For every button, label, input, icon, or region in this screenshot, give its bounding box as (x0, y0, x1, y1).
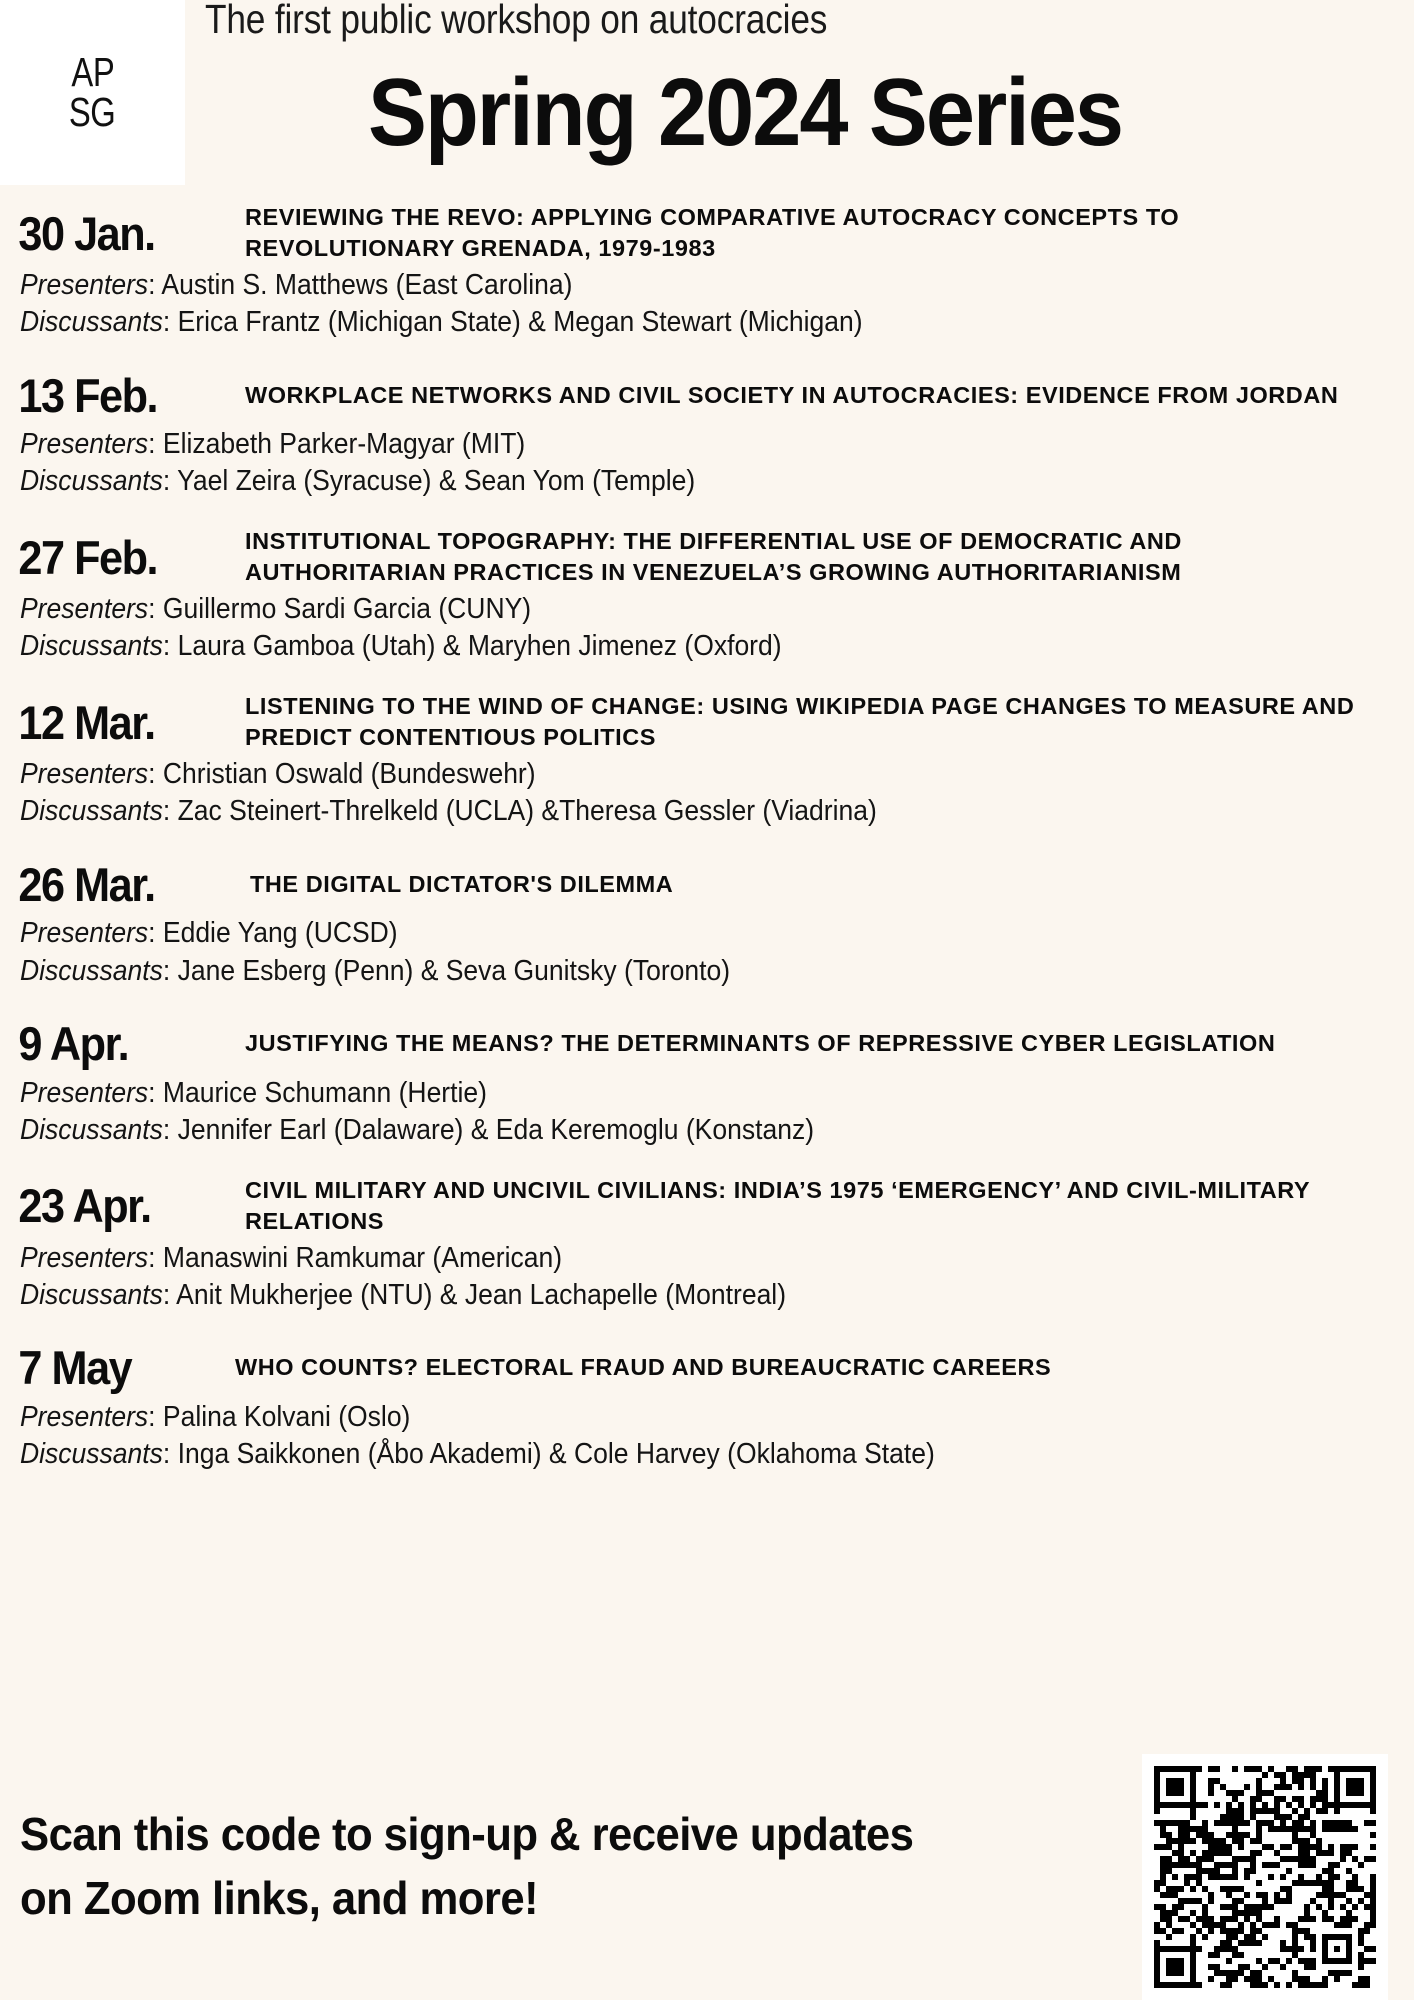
session-people (0, 591, 1414, 665)
discussants-label: Discussants (20, 465, 163, 498)
session-title: WORKPLACE NETWORKS AND CIVIL SOCIETY IN AUTOCRACIES: EVIDENCE FROM JORDAN (245, 381, 1339, 408)
discussants-line (20, 304, 1316, 341)
session-date-slot (0, 1178, 245, 1233)
session-date-slot (0, 1016, 245, 1071)
session-title: WHO COUNTS? ELECTORAL FRAUD AND BUREAUCRATIC CAREERS (235, 1354, 1052, 1381)
session-list (0, 202, 1414, 1473)
discussants-line (20, 1277, 1316, 1314)
session-item (0, 691, 1414, 830)
session-title: CIVIL MILITARY AND UNCIVIL CIVILIANS: INDIA’S 1975 ‘EMERGENCY’ AND CIVIL-MILITARY RELATIONS (245, 1176, 1310, 1234)
session-date-slot (0, 206, 245, 261)
session-item (0, 202, 1414, 341)
presenters-label: Presenters (20, 1241, 149, 1274)
presenters-value: : Eddie Yang (UCSD) (148, 917, 398, 950)
scan-line-1: Scan this code to sign-up & receive updates (20, 1808, 914, 1861)
presenters-line (20, 1075, 1316, 1112)
session-title: THE DIGITAL DICTATOR'S DILEMMA (250, 870, 674, 897)
session-date: 13 Feb. (18, 368, 158, 422)
discussants-line (20, 463, 1316, 500)
session-people (0, 915, 1414, 989)
discussants-value: : Anit Mukherjee (NTU) & Jean Lachapelle (Montreal) (162, 1278, 787, 1311)
session-people (0, 1240, 1414, 1314)
session-header (0, 1340, 1414, 1396)
session-header (0, 1016, 1414, 1072)
presenters-line (20, 267, 1316, 304)
session-date: 26 Mar. (18, 857, 155, 911)
discussants-label: Discussants (20, 306, 163, 339)
discussants-line (20, 1112, 1316, 1149)
session-date: 30 Jan. (18, 206, 155, 260)
discussants-line (20, 793, 1316, 830)
presenters-value: : Austin S. Matthews (East Carolina) (148, 269, 573, 302)
presenters-label: Presenters (20, 1400, 149, 1433)
discussants-label: Discussants (20, 1278, 163, 1311)
scan-instructions (20, 1803, 913, 1930)
session-header (0, 526, 1414, 588)
session-people (0, 1075, 1414, 1149)
session-date-slot (0, 368, 245, 423)
discussants-value: : Jennifer Earl (Dalaware) & Eda Keremoglu (Konstanz) (162, 1113, 815, 1146)
presenters-label: Presenters (20, 428, 149, 461)
discussants-value: : Erica Frantz (Michigan State) & Megan Stewart (Michigan) (162, 306, 863, 339)
presenters-label: Presenters (20, 593, 149, 626)
session-date-slot (0, 530, 245, 585)
presenters-value: : Manaswini Ramkumar (American) (148, 1241, 563, 1274)
presenters-line (20, 591, 1316, 628)
apsg-logo (0, 0, 185, 185)
presenters-label: Presenters (20, 1076, 149, 1109)
presenters-line (20, 1399, 1316, 1436)
poster-footer (0, 1700, 1414, 2000)
discussants-label: Discussants (20, 954, 163, 987)
session-header (0, 367, 1414, 423)
presenters-value: : Maurice Schumann (Hertie) (148, 1076, 487, 1109)
presenters-label: Presenters (20, 917, 149, 950)
logo-line-1: AP (71, 49, 114, 96)
session-title: LISTENING TO THE WIND OF CHANGE: USING WIKIPEDIA PAGE CHANGES TO MEASURE AND PREDICT CONTENTIOUS POLITICS (245, 693, 1355, 751)
session-title: JUSTIFYING THE MEANS? THE DETERMINANTS OF REPRESSIVE CYBER LEGISLATION (245, 1030, 1276, 1057)
session-header (0, 202, 1414, 264)
session-item (0, 1175, 1414, 1314)
discussants-value: : Zac Steinert-Threlkeld (UCLA) &Theresa Gessler (Viadrina) (162, 795, 877, 828)
presenters-value: : Palina Kolvani (Oslo) (148, 1400, 411, 1433)
session-header (0, 1175, 1414, 1237)
discussants-label: Discussants (20, 795, 163, 828)
session-header (0, 856, 1414, 912)
presenters-value: : Elizabeth Parker-Magyar (MIT) (148, 428, 526, 461)
session-people (0, 267, 1414, 341)
discussants-line (20, 1436, 1316, 1473)
discussants-label: Discussants (20, 1437, 163, 1470)
discussants-value: : Jane Esberg (Penn) & Seva Gunitsky (Toronto) (162, 954, 731, 987)
session-date: 27 Feb. (18, 530, 158, 584)
discussants-value: : Yael Zeira (Syracuse) & Sean Yom (Temple) (162, 465, 696, 498)
discussants-label: Discussants (20, 630, 163, 663)
presenters-line (20, 756, 1316, 793)
session-people (0, 756, 1414, 830)
poster-header (0, 0, 1414, 196)
page-title: Spring 2024 Series (368, 59, 1122, 166)
discussants-label: Discussants (20, 1113, 163, 1146)
presenters-label: Presenters (20, 758, 149, 791)
discussants-value: : Laura Gamboa (Utah) & Maryhen Jimenez (Oxford) (162, 630, 782, 663)
scan-line-2: on Zoom links, and more! (20, 1871, 539, 1924)
qr-code-container (1142, 1754, 1388, 2000)
presenters-label: Presenters (20, 269, 149, 302)
logo-line-2: SG (69, 88, 116, 135)
presenters-line (20, 1240, 1316, 1277)
poster-kicker: The first public workshop on autocracies (205, 0, 828, 42)
session-date-slot (0, 857, 250, 912)
session-item (0, 526, 1414, 665)
session-date: 23 Apr. (18, 1179, 151, 1233)
presenters-value: : Christian Oswald (Bundeswehr) (148, 758, 536, 791)
session-header (0, 691, 1414, 753)
session-item (0, 367, 1414, 500)
session-date: 12 Mar. (18, 695, 155, 749)
discussants-line (20, 953, 1316, 990)
session-title: INSTITUTIONAL TOPOGRAPHY: THE DIFFERENTIAL USE OF DEMOCRATIC AND AUTHORITARIAN PRACTICES IN VENEZUELA’S GROWING AUTHORITARIANISM (245, 528, 1182, 586)
presenters-line (20, 915, 1316, 952)
session-item (0, 1016, 1414, 1149)
session-title: REVIEWING THE REVO: APPLYING COMPARATIVE AUTOCRACY CONCEPTS TO REVOLUTIONARY GRENADA, 1979-1983 (245, 204, 1180, 262)
session-people (0, 426, 1414, 500)
discussants-value: : Inga Saikkonen (Åbo Akademi) & Cole Harvey (Oklahoma State) (162, 1437, 935, 1470)
session-item (0, 856, 1414, 989)
qr-code-icon[interactable] (1154, 1766, 1376, 1988)
session-date: 7 May (18, 1341, 132, 1395)
discussants-line (20, 628, 1316, 665)
session-date-slot (0, 695, 245, 750)
presenters-line (20, 426, 1316, 463)
presenters-value: : Guillermo Sardi Garcia (CUNY) (148, 593, 532, 626)
session-date-slot (0, 1340, 235, 1395)
session-people (0, 1399, 1414, 1473)
session-date: 9 Apr. (18, 1017, 129, 1071)
session-item (0, 1340, 1414, 1473)
